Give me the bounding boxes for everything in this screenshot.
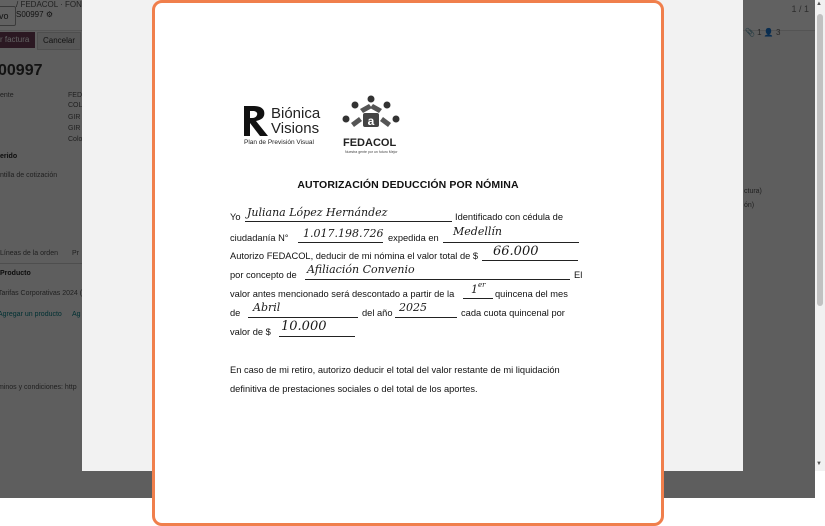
logo-visions: Visions (271, 120, 320, 137)
document-page (152, 0, 664, 526)
name-value: Juliana López Hernández (247, 206, 388, 219)
name-line (245, 221, 452, 222)
por-concepto-text: por concepto de (230, 270, 297, 280)
quincena-sup: er (478, 281, 486, 289)
document-title: AUTORIZACIÓN DEDUCCIÓN POR NÓMINA (297, 179, 519, 191)
concepto-value: Afiliación Convenio (307, 263, 415, 276)
scroll-up-icon[interactable]: ▲ (816, 1, 822, 7)
city-value: Medellín (453, 225, 502, 238)
ano-value: 2025 (399, 301, 427, 314)
mes-line (248, 317, 358, 318)
quincena-value: 1 (471, 283, 478, 296)
bionica-logo-icon (241, 103, 271, 139)
logo-bionica: Biónica (271, 105, 321, 122)
cedula-line (298, 242, 383, 243)
total-value: 66.000 (493, 244, 539, 259)
fedacol-logo-icon (338, 94, 404, 138)
scroll-down-icon[interactable]: ▼ (816, 461, 822, 467)
identificado-text: Identificado con cédula de (455, 212, 564, 222)
de-text: de (230, 308, 241, 318)
retiro-line-2: definitiva de prestaciones sociales o del total de los aportes. (230, 384, 478, 394)
cuota-line (279, 336, 355, 337)
yo-label: Yo (230, 212, 241, 222)
total-line (482, 260, 578, 261)
attachment-viewer (82, 0, 822, 471)
valor-antes-text: valor antes mencionado será descontado a partir de la (230, 289, 455, 299)
city-line (443, 242, 579, 243)
ano-line (395, 317, 457, 318)
logo-fedacol-tagline: Nuestra gente por un futuro Mejor (345, 150, 398, 154)
svg-text:a: a (367, 114, 375, 128)
scanned-document (155, 3, 661, 523)
expedida-text: expedida en (388, 233, 439, 243)
autorizo-text: Autorizo FEDACOL, deducir de mi nómina el valor total de $ (230, 251, 479, 261)
viewer-scrollbar[interactable] (815, 0, 825, 471)
mes-value: Abril (253, 301, 281, 314)
cuota-text: cada cuota quincenal por (461, 308, 565, 318)
quincena-line (463, 298, 493, 299)
retiro-line-1: En caso de mi retiro, autorizo deducir el total del valor restante de mi liquidación (230, 365, 560, 375)
logo-plan: Plan de Previsión Visual (244, 139, 314, 146)
el-text: El (574, 270, 583, 280)
quincena-mes-text: quincena del mes (495, 289, 568, 299)
concepto-line (305, 279, 570, 280)
ciudadania-text: ciudadanía N° (230, 233, 289, 243)
scroll-thumb[interactable] (817, 14, 823, 306)
valor-de-text: valor de $ (230, 327, 271, 337)
logo-fedacol: FEDACOL (343, 137, 397, 149)
del-ano-text: del año (362, 308, 393, 318)
cuota-value: 10.000 (281, 319, 327, 334)
cedula-value: 1.017.198.726 (303, 227, 384, 240)
